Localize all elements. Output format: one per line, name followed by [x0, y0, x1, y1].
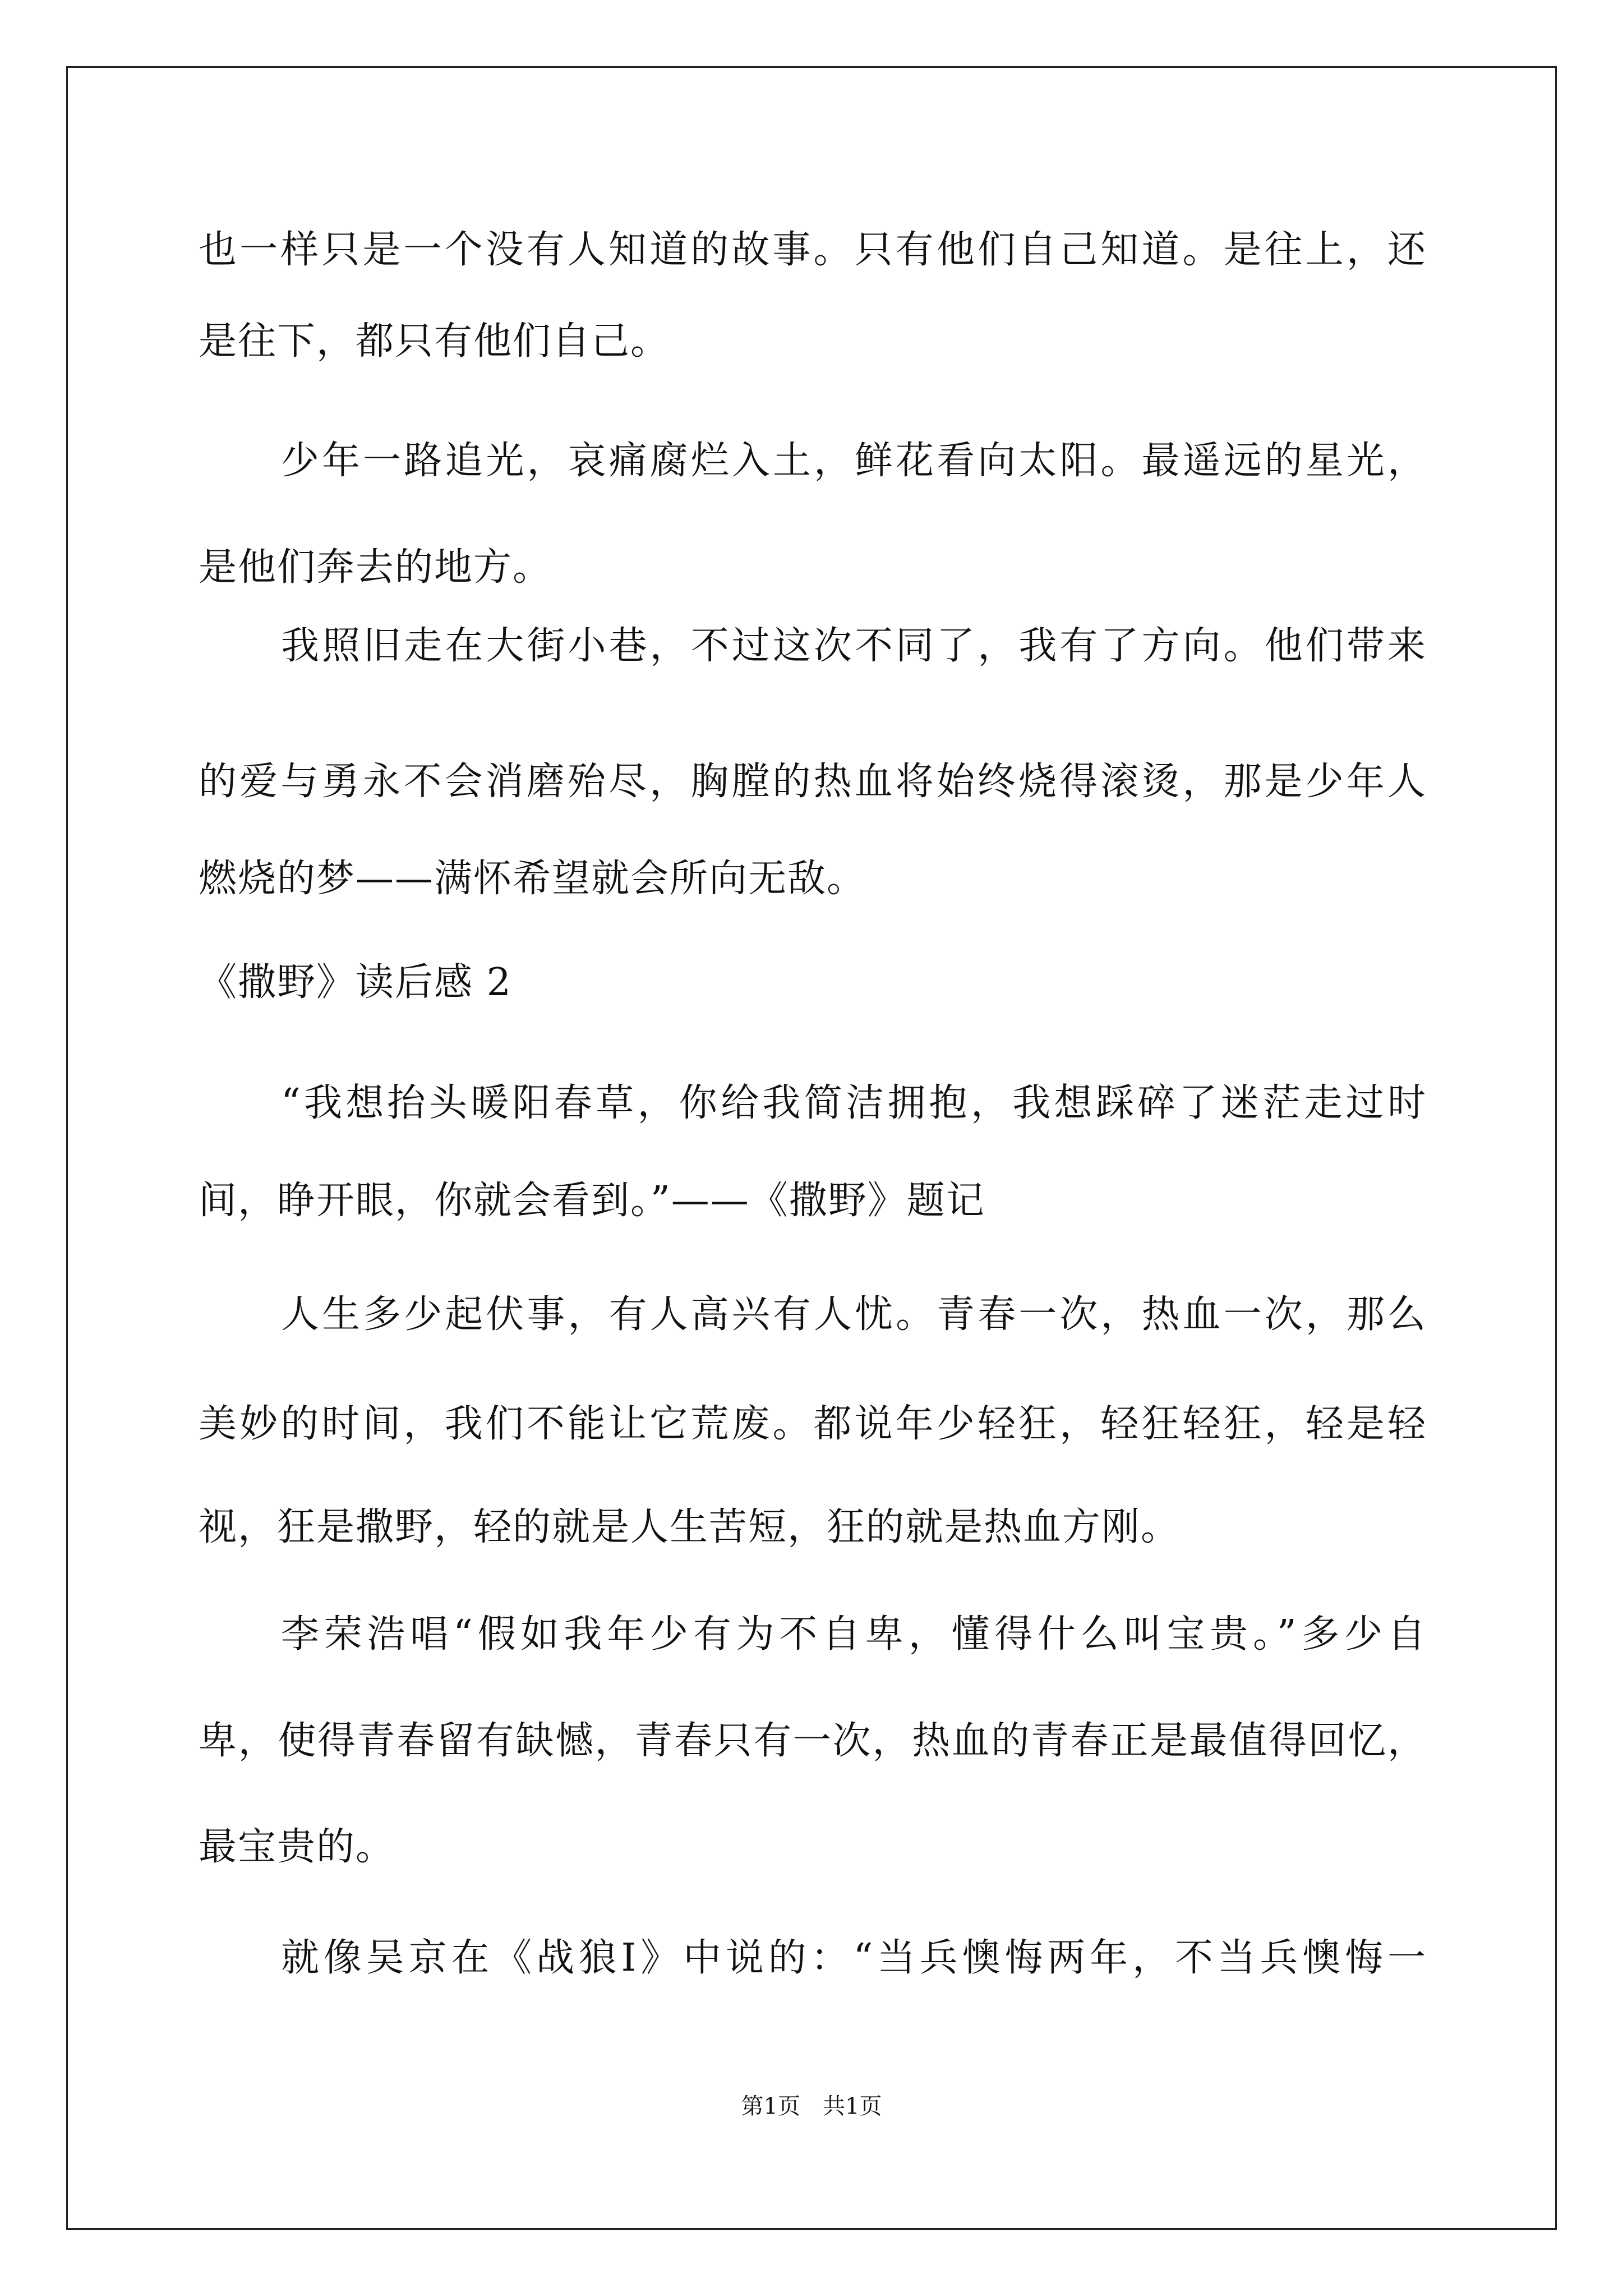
section-heading: 《撒野》读后感 2 [199, 960, 512, 1005]
text-line: 人生多少起伏事，有人高兴有人忧。青春一次，热血一次，那么 [281, 1292, 1427, 1337]
text-line: 少年一路追光，哀痛腐烂入土，鲜花看向太阳。最遥远的星光， [281, 439, 1427, 483]
text-line: 是往下，都只有他们自己。 [199, 319, 670, 364]
text-line: 燃烧的梦——满怀希望就会所向无敌。 [199, 857, 866, 901]
text-line: 是他们奔去的地方。 [199, 545, 552, 590]
text-line: 也一样只是一个没有人知道的故事。只有他们自己知道。是往上，还 [199, 228, 1427, 272]
text-line: 我照旧走在大街小巷，不过这次不同了，我有了方向。他们带来 [281, 624, 1427, 668]
text-line: 卑，使得青春留有缺憾，青春只有一次，热血的青春正是最值得回忆， [199, 1719, 1427, 1763]
text-line: 李荣浩唱“假如我年少有为不自卑，懂得什么叫宝贵。”多少自 [281, 1612, 1427, 1657]
text-line: 视，狂是撒野，轻的就是人生苦短，狂的就是热血方刚。 [199, 1505, 1181, 1549]
text-line: 间，睁开眼，你就会看到。”——《撒野》题记 [199, 1179, 985, 1223]
page-footer: 第1页 共1页 [741, 2093, 882, 2119]
page-border [66, 66, 1557, 2230]
text-line: 就像吴京在《战狼Ⅰ》中说的：“当兵懊悔两年，不当兵懊悔一 [281, 1936, 1427, 1980]
text-line: 最宝贵的。 [199, 1825, 395, 1869]
text-line: 美妙的时间，我们不能让它荒废。都说年少轻狂，轻狂轻狂，轻是轻 [199, 1402, 1427, 1446]
text-line: 的爱与勇永不会消磨殆尽，胸膛的热血将始终烧得滚烫，那是少年人 [199, 760, 1427, 804]
text-line: “我想抬头暖阳春草，你给我简洁拥抱，我想踩碎了迷茫走过时 [281, 1081, 1427, 1125]
